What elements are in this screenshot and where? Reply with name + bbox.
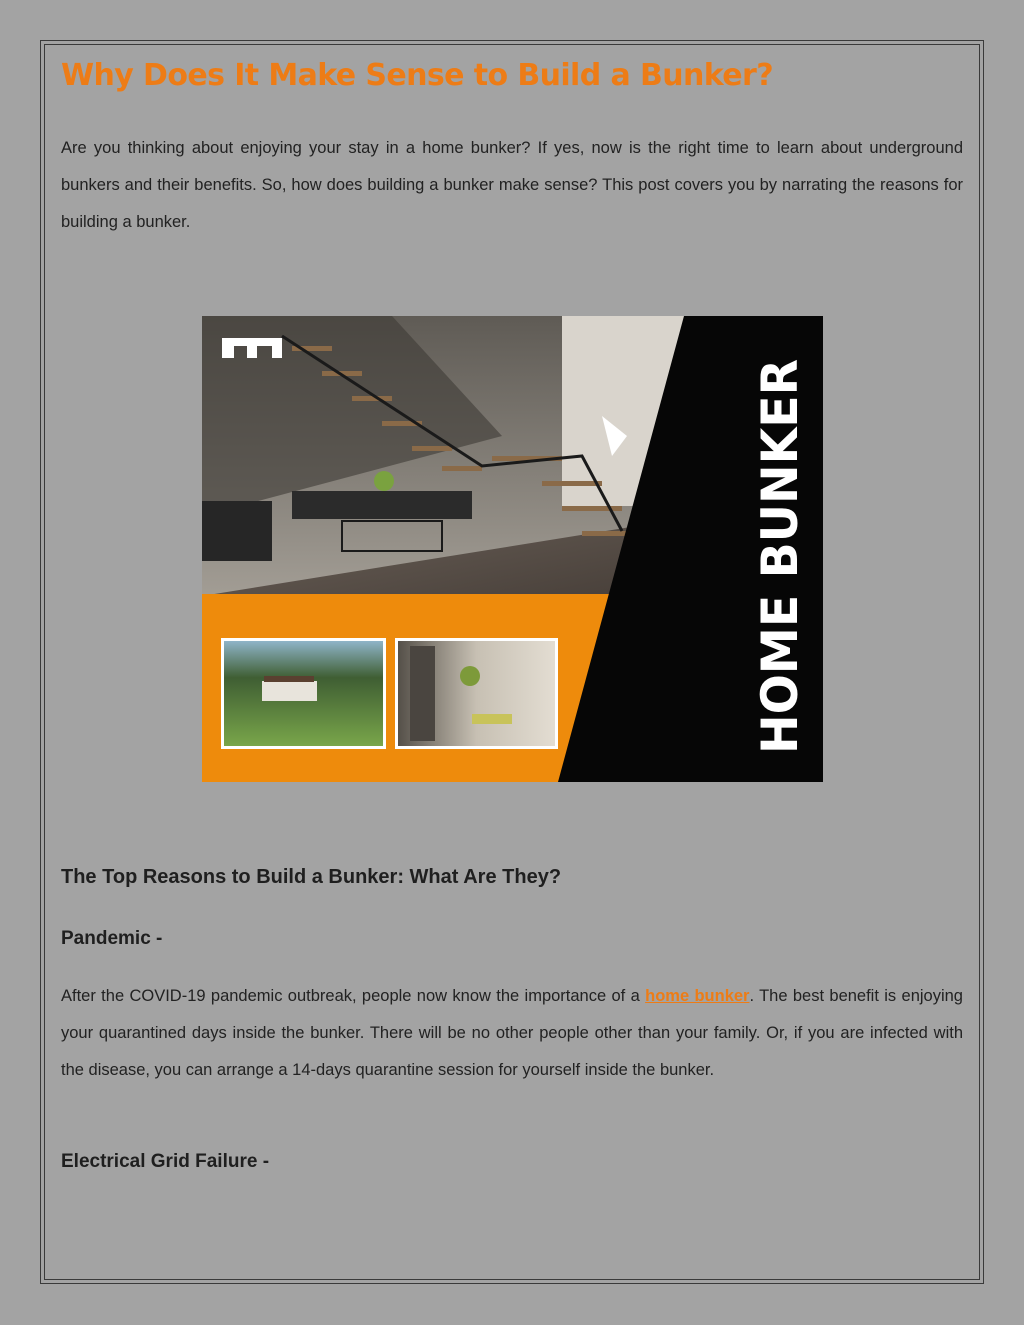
house-shape — [262, 681, 317, 701]
plant — [374, 471, 394, 491]
mb-logo-icon — [222, 338, 282, 358]
pandemic-text-after: . The best benefit is enjoying your quarantined days inside the bunker. There will be no other people other than your family. Or, if you are infected with the disease, you can arrange a 14-days quarantine session for yourself inside the bunker. — [61, 987, 963, 1079]
electrical-heading: Electrical Grid Failure - — [61, 1151, 270, 1172]
intro-paragraph: Are you thinking about enjoying your stay in a home bunker? If yes, now is the right time to learn about underground bunkers and their benefits. So, how does building a bunker make sense? This post covers you by narrating the reasons for building a bunker. — [61, 139, 963, 231]
home-bunker-link[interactable]: home bunker — [645, 987, 750, 1005]
pandemic-text-before: After the COVID-19 pandemic outbreak, people now know the importance of a — [61, 987, 646, 1005]
banner-text: HOME BUNKER — [751, 336, 809, 754]
steps-left — [202, 501, 272, 561]
pandemic-paragraph — [61, 978, 963, 1089]
pandemic-heading: Pandemic - — [61, 928, 163, 949]
bench — [292, 491, 472, 519]
shutter — [410, 646, 435, 741]
article-title: Why Does It Make Sense to Build a Bunker? — [61, 58, 774, 93]
home-bunker-image — [202, 316, 823, 782]
section-heading: The Top Reasons to Build a Bunker: What Are They? — [61, 866, 562, 888]
